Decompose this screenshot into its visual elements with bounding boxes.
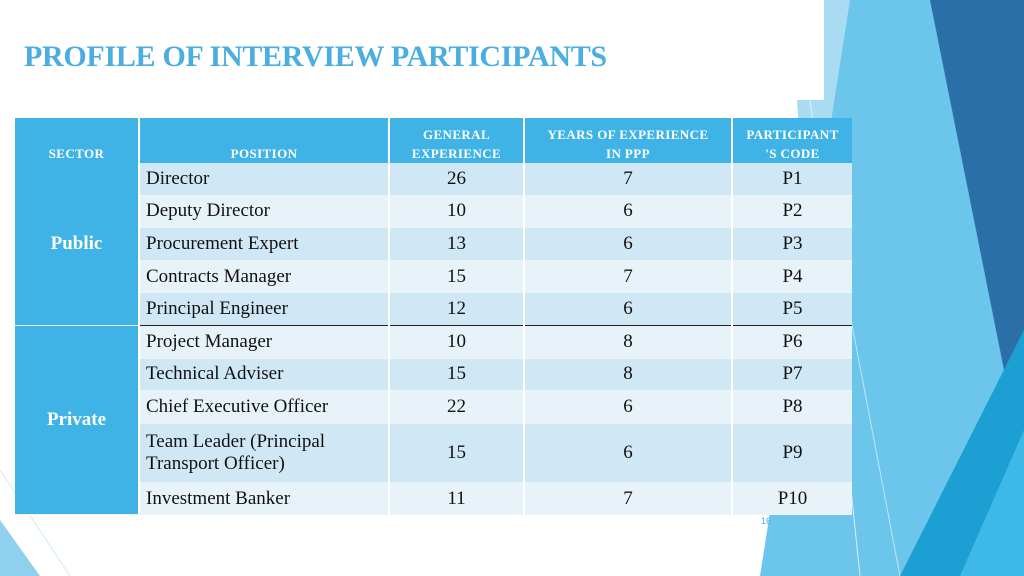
general-experience-cell: 15 <box>389 358 524 391</box>
ppp-experience-cell: 6 <box>524 391 732 424</box>
table-row <box>15 358 852 391</box>
participant-code-cell: P1 <box>732 163 852 195</box>
table-row <box>15 228 852 261</box>
general-experience-cell: 12 <box>389 293 524 326</box>
general-experience-cell: 11 <box>389 482 524 515</box>
position-cell: Principal Engineer <box>139 293 389 326</box>
participant-code-cell: P4 <box>732 260 852 293</box>
table-row <box>15 391 852 424</box>
table-row <box>15 195 852 228</box>
ppp-experience-cell: 7 <box>524 163 732 195</box>
ppp-experience-cell: 8 <box>524 358 732 391</box>
header-code-line1: PARTICIPANT <box>746 127 839 142</box>
position-cell: Technical Adviser <box>139 358 389 391</box>
participant-code-cell: P7 <box>732 358 852 391</box>
table-row <box>15 482 852 515</box>
table-row <box>15 163 852 195</box>
slide-title: PROFILE OF INTERVIEW PARTICIPANTS <box>24 40 607 73</box>
general-experience-cell: 22 <box>389 391 524 424</box>
position-line2: Transport Officer) <box>146 452 285 474</box>
position-cell <box>139 423 389 482</box>
table-row <box>15 423 852 482</box>
general-experience-cell: 15 <box>389 423 524 482</box>
position-cell: Deputy Director <box>139 195 389 228</box>
participant-code-cell: P9 <box>732 423 852 482</box>
general-experience-cell: 13 <box>389 228 524 261</box>
ppp-experience-cell: 8 <box>524 325 732 358</box>
table-row <box>15 260 852 293</box>
header-ppp-line1: YEARS OF EXPERIENCE <box>547 127 709 142</box>
participant-code-cell: P8 <box>732 391 852 424</box>
general-experience-cell: 10 <box>389 325 524 358</box>
ppp-experience-cell: 6 <box>524 423 732 482</box>
table-header-row <box>15 118 852 163</box>
position-line1: Team Leader (Principal <box>146 430 326 452</box>
participant-code-cell: P6 <box>732 325 852 358</box>
header-general-line2: EXPERIENCE <box>411 146 502 161</box>
participants-table <box>15 118 852 515</box>
sector-public: Public <box>15 163 139 325</box>
page-number: 16 <box>761 516 772 526</box>
participant-code-cell: P5 <box>732 293 852 326</box>
table-row <box>15 293 852 326</box>
position-cell: Project Manager <box>139 325 389 358</box>
position-cell: Chief Executive Officer <box>139 391 389 424</box>
ppp-experience-cell: 7 <box>524 482 732 515</box>
general-experience-cell: 10 <box>389 195 524 228</box>
general-experience-cell: 26 <box>389 163 524 195</box>
ppp-experience-cell: 6 <box>524 228 732 261</box>
ppp-experience-cell: 6 <box>524 195 732 228</box>
participant-code-cell: P10 <box>732 482 852 515</box>
header-position: POSITION <box>139 118 389 163</box>
header-sector: SECTOR <box>15 118 139 163</box>
table-row <box>15 325 852 358</box>
header-general-experience <box>389 118 524 163</box>
header-ppp-experience <box>524 118 732 163</box>
participant-code-cell: P2 <box>732 195 852 228</box>
ppp-experience-cell: 7 <box>524 260 732 293</box>
position-cell: Director <box>139 163 389 195</box>
header-ppp-line2: IN PPP <box>606 146 650 161</box>
participant-code-cell: P3 <box>732 228 852 261</box>
sector-private: Private <box>15 325 139 514</box>
header-general-line1: GENERAL <box>422 127 491 142</box>
ppp-experience-cell: 6 <box>524 293 732 326</box>
header-code-line2: 'S CODE <box>765 146 820 161</box>
position-cell: Investment Banker <box>139 482 389 515</box>
general-experience-cell: 15 <box>389 260 524 293</box>
header-participant-code <box>732 118 852 163</box>
deco-left-corner <box>0 520 40 576</box>
position-cell: Contracts Manager <box>139 260 389 293</box>
position-cell: Procurement Expert <box>139 228 389 261</box>
